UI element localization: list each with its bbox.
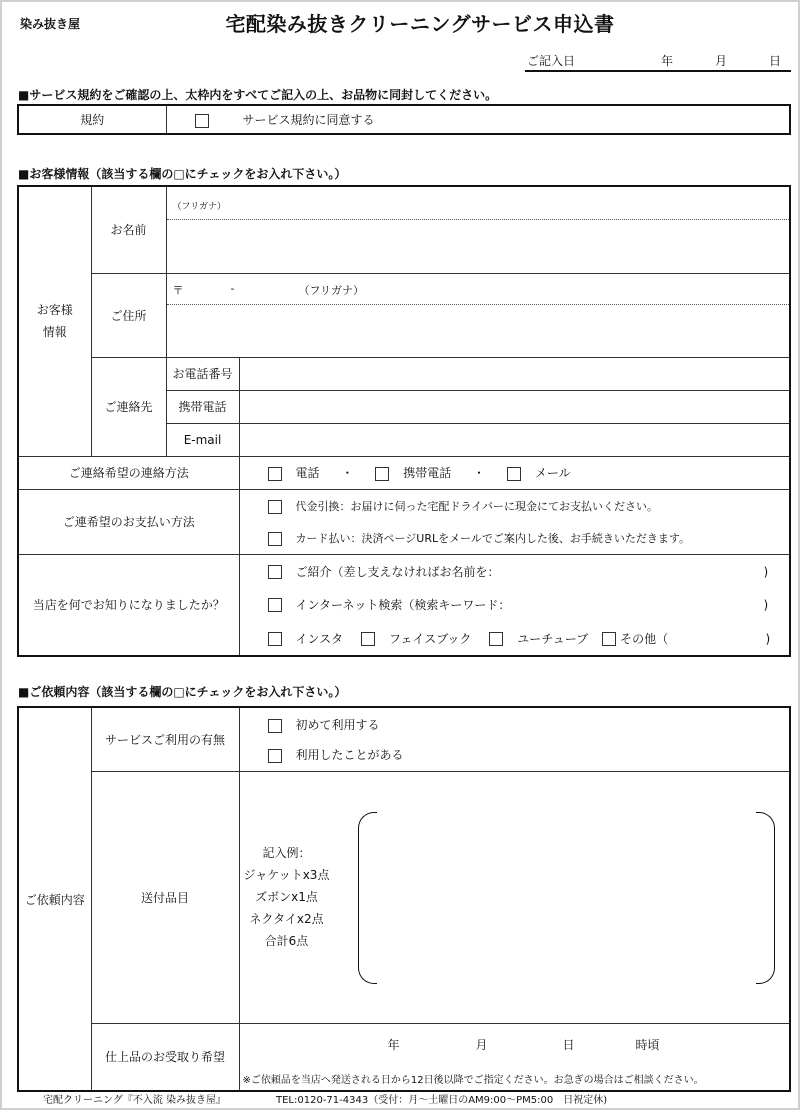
youtube-checkbox[interactable] — [489, 632, 503, 646]
mobile-checkbox[interactable] — [375, 467, 389, 481]
close-paren: ) — [763, 597, 769, 612]
brand-name: 染み抜き屋 — [20, 17, 81, 31]
customer-group-text: お客様情報 — [36, 303, 73, 340]
terms-checkbox[interactable] — [195, 114, 209, 128]
section-request-heading: ■ご依頼内容（該当する欄の□にチェックをお入れ下さい。） — [18, 685, 347, 699]
email-label: E-mail — [166, 423, 239, 456]
mobile-label: 携帯電話 — [166, 390, 239, 423]
payment-options — [239, 489, 790, 554]
youtube-label: ユーチューブ — [517, 631, 589, 646]
usage-repeat-option[interactable] — [268, 746, 404, 763]
separator: ・ — [473, 466, 486, 480]
address-label: ご住所 — [91, 273, 166, 357]
pickup-time: 時頃 — [635, 1037, 660, 1052]
payment-label: ご連希望のお支払い方法 — [18, 489, 239, 554]
search-checkbox[interactable] — [268, 598, 282, 612]
pickup-year: 年 — [387, 1037, 400, 1052]
source-referral-option[interactable] — [268, 563, 500, 580]
referral-label: ご紹介（差し支えなければお名前を： — [295, 564, 500, 579]
payment-cod-label: 代金引換：お届けに伺った宅配ドライバーに現金にてお支払いください。 — [295, 499, 658, 513]
instagram-label: インスタ — [295, 631, 344, 646]
repeat-use-label: 利用したことがある — [295, 748, 404, 762]
postal-mark: 〒 — [172, 283, 184, 297]
first-use-label: 初めて利用する — [295, 718, 380, 732]
facebook-checkbox[interactable] — [361, 632, 375, 646]
phone-label: お電話番号 — [166, 357, 239, 390]
furigana-divider — [167, 219, 790, 220]
source-sns-options — [268, 630, 669, 647]
address-furigana-label: （フリガナ） — [298, 283, 364, 297]
contact-method-label: ご連絡希望の連絡方法 — [18, 456, 239, 489]
phone-field[interactable] — [239, 357, 790, 390]
email-checkbox[interactable] — [507, 467, 521, 481]
separator: ・ — [341, 466, 354, 480]
footer-shop: 宅配クリーニング『不入流 染み抜き屋』 — [43, 1095, 226, 1106]
right-bracket — [756, 812, 775, 984]
usage-label: サービスご利用の有無 — [91, 707, 239, 771]
address-field[interactable] — [166, 273, 790, 357]
contact-label: ご連絡先 — [91, 357, 166, 456]
items-example — [240, 842, 334, 952]
payment-card-option[interactable] — [268, 530, 691, 546]
close-paren: ) — [765, 631, 771, 646]
facebook-label: フェイスブック — [388, 631, 472, 646]
address-divider — [167, 304, 790, 305]
other-checkbox[interactable] — [602, 632, 616, 646]
customer-group-label — [18, 186, 91, 456]
payment-card-label: カード払い：決済ページURLをメールでご案内した後、お手続きいただきます。 — [295, 531, 691, 545]
example-line: ズボンx1点 — [255, 889, 318, 904]
option-phone: 電話 — [295, 466, 320, 480]
first-use-checkbox[interactable] — [268, 719, 282, 733]
source-label: 当店を何でお知りになりましたか？ — [18, 554, 239, 656]
footer-tel: TEL:0120-71-4343（受付：月～土曜日のAM9:00～PM5:00 日祝定休) — [276, 1095, 608, 1106]
pickup-label: 仕上品のお受取り希望 — [91, 1023, 239, 1091]
source-search-option[interactable] — [268, 596, 511, 613]
terms-agree-label: サービス規約に同意する — [242, 113, 375, 127]
contact-method-options — [239, 456, 790, 489]
close-paren: ) — [763, 564, 769, 579]
entry-date-month: 月 — [715, 54, 728, 68]
terms-table — [17, 104, 791, 135]
repeat-use-checkbox[interactable] — [268, 749, 282, 763]
instagram-checkbox[interactable] — [268, 632, 282, 646]
referral-checkbox[interactable] — [268, 565, 282, 579]
entry-date-label: ご記入日 — [527, 54, 576, 68]
search-label: インターネット検索（検索キーワード： — [295, 597, 511, 612]
example-line: ジャケットx3点 — [243, 867, 330, 882]
request-table — [17, 706, 791, 1092]
option-mobile: 携帯電話 — [403, 466, 452, 480]
items-label: 送付品目 — [91, 771, 239, 1023]
section-terms-heading: ■サービス規約をご確認の上、太枠内をすべてご記入の上、お品物に同封してください。 — [18, 88, 498, 102]
customer-table — [17, 185, 791, 657]
mobile-field[interactable] — [239, 390, 790, 423]
payment-cod-option[interactable] — [268, 498, 658, 514]
entry-date-field[interactable] — [525, 50, 791, 72]
source-options — [239, 554, 790, 656]
request-group-label: ご依頼内容 — [18, 707, 91, 1091]
pickup-month: 月 — [475, 1037, 488, 1052]
example-line: 合計6点 — [264, 933, 309, 948]
cod-checkbox[interactable] — [268, 500, 282, 514]
other-label: その他（ — [620, 631, 669, 646]
card-checkbox[interactable] — [268, 532, 282, 546]
name-furigana-label: （フリガナ） — [172, 202, 227, 212]
terms-label: 規約 — [18, 105, 166, 134]
example-line: 記入例： — [262, 845, 311, 860]
entry-date-year: 年 — [661, 54, 674, 68]
phone-checkbox[interactable] — [268, 467, 282, 481]
pickup-day: 日 — [562, 1037, 575, 1052]
terms-agree-option[interactable] — [166, 105, 790, 134]
name-label: お名前 — [91, 186, 166, 273]
pickup-note: ※ご依頼品を当店へ発送される日から12日後以降でご指定ください。お急ぎの場合はご相談ください。 — [242, 1074, 704, 1086]
entry-date-day: 日 — [769, 54, 782, 68]
section-customer-heading: ■お客様情報（該当する欄の□にチェックをお入れ下さい。） — [18, 167, 347, 181]
usage-options — [239, 707, 790, 771]
usage-first-option[interactable] — [268, 716, 380, 733]
name-field[interactable] — [166, 186, 790, 273]
items-field[interactable] — [239, 771, 790, 1023]
pickup-field[interactable] — [239, 1023, 790, 1091]
left-bracket — [358, 812, 377, 984]
email-field[interactable] — [239, 423, 790, 456]
example-line: ネクタイx2点 — [249, 911, 324, 926]
option-email: メール — [534, 466, 571, 480]
postal-dash: - — [230, 281, 235, 295]
form-title: 宅配染み抜きクリーニングサービス申込書 — [225, 12, 615, 36]
